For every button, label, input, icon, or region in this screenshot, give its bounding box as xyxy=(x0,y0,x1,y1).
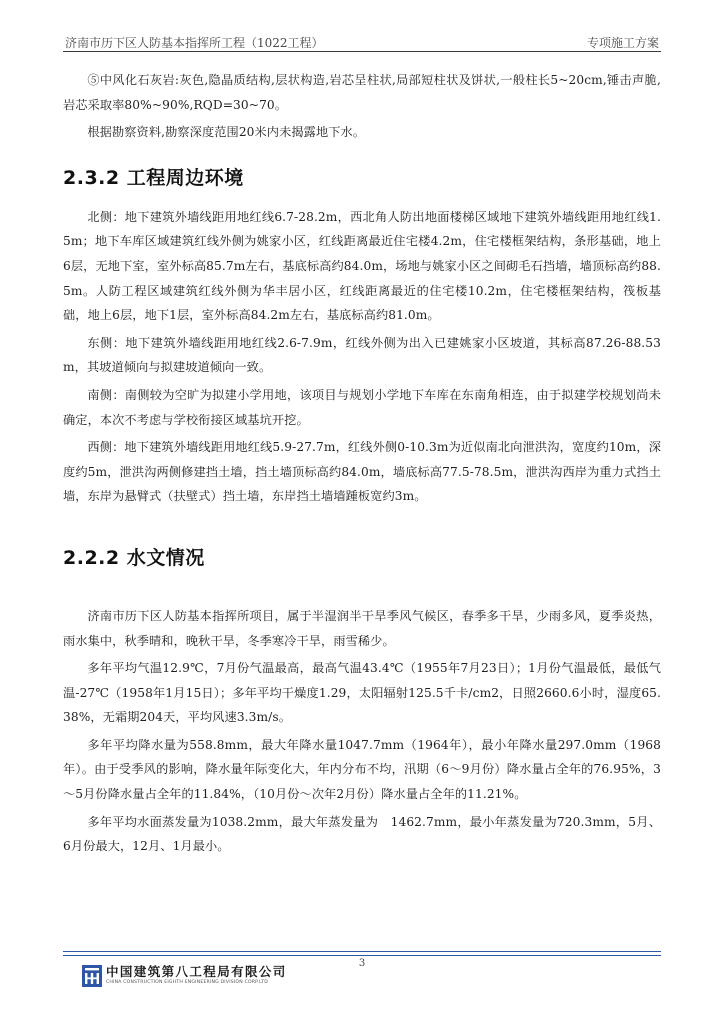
paragraph-evaporation: 多年平均水面蒸发量为1038.2mm，最大年蒸发量为 1462.7mm，最小年蒸发量为720.3mm，5月、6月份最大，12月、1月最小。 xyxy=(63,814,661,854)
paragraph-north-side: 北侧：地下建筑外墙线距用地红线6.7-28.2m，西北角人防出地面楼梯区域地下建筑外墙线距用地红线1.5m；地下车库区域建筑红线外侧为姚家小区，红线距离最近住宅楼4.2m，住宅楼框架结构，条形基础，地上6层，无地下室，室外标高85.7m左右，基底标高约84.0m，场地与姚家小区之间砌毛石挡墙，墙顶标高约88.5m。人防工程区域建筑红线外侧为华丰居小区，红线距离最近的住宅楼10.2m，住宅楼框架结构，筏板基础，地上6层，地下1层，室外标高84.2m左右，基底标高约81.0m。 xyxy=(63,209,661,323)
page-body xyxy=(63,68,661,859)
paragraph-west-side: 西侧：地下建筑外墙线距用地红线5.9-27.7m，红线外侧0-10.3m为近似南北向泄洪沟，宽度约10m，深度约5m，泄洪沟两侧修建挡土墙，挡土墙顶标高约84.0m，墙底标高77.5-78.5m，泄洪沟西岸为重力式挡土墙，东岸为悬臂式（扶壁式）挡土墙，东岸挡土墙墙踵板宽约3m。 xyxy=(63,440,661,504)
paragraph-east-side: 东侧：地下建筑外墙线距用地红线2.6-7.9m，红线外侧为出入已建姚家小区坡道，其标高87.26-88.53m，其坡道倾向与拟建坡道倾向一致。 xyxy=(63,335,661,375)
paragraph-rock-layer-5: ⑤中风化石灰岩:灰色,隐晶质结构,层状构造,岩芯呈柱状,局部短柱状及饼状,一般柱长5~20cm,锤击声脆,岩芯采取率80%~90%,RQD=30~70。 xyxy=(63,73,661,112)
page-header xyxy=(63,30,661,52)
header-divider xyxy=(63,51,661,52)
company-name-block xyxy=(106,965,287,985)
paragraph-temperature: 多年平均气温12.9℃，7月份气温最高，最高气温43.4℃（1955年7月23日）；1月份气温最低，最低气温-27℃（1958年1月15日）；多年平均干燥度1.29，太阳辐射125.5千卡/cm2，日照2660.6小时，湿度65.38%，无霜期204天，平均风速3.3m/s。 xyxy=(63,661,661,725)
header-project-title: 济南市历下区人防基本指挥所工程（1022工程） xyxy=(65,36,324,50)
paragraph-south-side: 南侧：南侧较为空旷为拟建小学用地，该项目与规划小学地下车库在东南角相连，由于拟建学校规划尚未确定，本次不考虑与学校衔接区域基坑开挖。 xyxy=(63,387,661,427)
footer-divider xyxy=(63,951,661,952)
paragraph-climate: 济南市历下区人防基本指挥所项目，属于半湿润半干旱季风气候区，春季多干旱，少雨多风，夏季炎热，雨水集中，秋季晴和，晚秋干旱，冬季寒冷干旱，雨雪稀少。 xyxy=(63,608,661,648)
company-name-english: CHINA CONSTRUCTION EIGHTH ENGINEERING DIVISION CORP.LTD xyxy=(106,980,268,985)
section-heading-hydrology: 2.2.2 水文情况 xyxy=(63,546,205,569)
section-heading-surroundings: 2.3.2 工程周边环境 xyxy=(63,166,244,189)
page-number: 3 xyxy=(358,958,366,969)
header-document-type: 专项施工方案 xyxy=(586,36,659,50)
company-logo-icon xyxy=(82,965,102,987)
paragraph-groundwater: 根据勘察资料,勘察深度范围20米内未揭露地下水。 xyxy=(87,125,366,140)
footer-divider-thin xyxy=(63,955,661,956)
paragraph-precipitation: 多年平均降水量为558.8mm，最大年降水量1047.7mm（1964年），最小年降水量297.0mm（1968年）。由于受季风的影响，降水量年际变化大，年内分布不均，汛期（6～9月份）降水量占全年的76.95%，3～5月份降水量占全年的11.84%，（10月份～次年2月份）降水量占全年的11.21%。 xyxy=(63,737,661,802)
company-name-chinese: 中国建筑第八工程局有限公司 xyxy=(106,964,287,979)
